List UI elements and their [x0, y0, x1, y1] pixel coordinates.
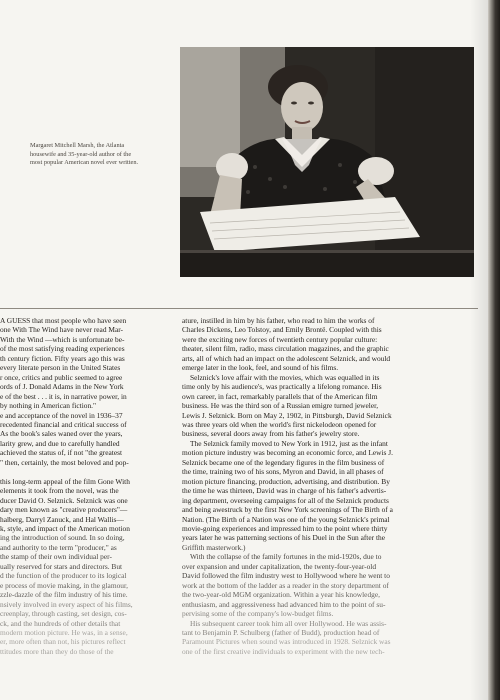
text-line: this long-term appeal of the film Gone With	[0, 476, 130, 486]
text-line: ature, instilled in him by his father, who read to him the works of	[182, 316, 375, 325]
text-line: theater, silent film, radio, mass circulation magazines, and the graphic	[182, 344, 389, 354]
text-line: elements it took from the novel, was the	[0, 486, 119, 496]
caption-line: housewife and 35-year-old author of the	[30, 150, 132, 158]
text-line: ually reserved for stars and directors. But	[0, 561, 123, 571]
text-line: th century fiction. Fifty years ago this was	[0, 353, 125, 363]
text-line: creenplay, through casting, set design, cos-	[0, 609, 127, 619]
text-line: ducer David O. Selznick. Selznick was one	[0, 495, 128, 505]
text-line: every literate person in the United States	[0, 363, 121, 373]
text-line: the time he was thirteen, David was in charge of his father's advertis-	[182, 486, 387, 496]
left-text-column	[0, 316, 172, 656]
text-line: achieved the status of, if not "the greatest	[0, 448, 123, 458]
photo-caption	[30, 142, 172, 168]
text-line: one With The Wind have never read Mar-	[0, 325, 124, 335]
page-gutter-shadow	[470, 0, 490, 700]
text-line: work at the bottom of the ladder as a reader in the story department of	[182, 580, 389, 590]
text-line: modern motion picture. He was, in a sense,	[0, 627, 128, 637]
text-line: zzle-dazzle of the film industry of his time.	[0, 590, 128, 600]
text-line: years later he was patterning sections of his Duel in the Sun after the	[182, 533, 385, 543]
text-line: David followed the film industry west to Hollywood where he went to	[182, 571, 390, 581]
text-line: d the function of the producer to its logical	[0, 571, 127, 581]
text-line: larity grew, and due to carefully handled	[0, 438, 120, 448]
text-line: movie-going experiences and impressed him to the point where thirty	[182, 523, 388, 533]
text-line: own career, in fact, remarkably parallels that of the American film	[182, 391, 378, 401]
text-line: emerge later in the look, feel, and sound of his films.	[182, 363, 339, 373]
text-line: halberg, Darryl Zanuck, and Hal Wallis—	[0, 514, 124, 524]
text-line: the stamp of their own individual per-	[0, 552, 112, 562]
book-spine	[488, 0, 500, 700]
text-line: Nation. (The Birth of a Nation was one of the young Selznick's primal	[182, 514, 390, 524]
right-text-column	[182, 316, 472, 656]
section-divider	[0, 308, 478, 309]
text-line: With the Wind —which is unfortunate be-	[0, 334, 125, 344]
text-line: Charles Dickens, Leo Tolstoy, and Emily Brontë. Coupled with this	[182, 325, 382, 335]
text-line: Griffith masterwork.)	[182, 542, 246, 552]
text-line: ck, and the hundreds of other details that	[0, 618, 121, 628]
text-line: ttitudes more than they do those of the	[0, 646, 114, 656]
text-line: ords of J. Donald Adams in the New York	[0, 382, 124, 392]
text-line	[0, 467, 172, 476]
text-line: and authority to the term "producer," as	[0, 542, 117, 552]
text-line: business, several doors away from his father's jewelry store.	[182, 429, 360, 439]
text-line: arts, all of which had an impact on the adolescent Selznick, and would	[182, 353, 391, 363]
text-line: of the most satisfying reading experiences	[0, 344, 125, 354]
text-line: With the collapse of the family fortunes in the mid-1920s, due to	[190, 552, 382, 562]
text-line: recedented financial and critical success of	[0, 419, 127, 429]
text-line: pervising some of the company's low-budget films.	[182, 609, 334, 619]
text-line: motion picture financing, production, advertising, and distribution. By	[182, 476, 390, 486]
text-line: Selznick's love affair with the movies, which was equalled in its	[190, 372, 380, 382]
text-line: As the book's sales waned over the years,	[0, 429, 123, 439]
text-line: k, style, and impact of the American motion	[0, 523, 130, 533]
portrait-photo	[180, 47, 474, 277]
text-line: time only by his audience's, was practically a lifelong romance. His	[182, 382, 382, 392]
text-line: business. He was the third son of a Russian emigre turned jeweler,	[182, 401, 379, 411]
text-line: over expansion and under capitalization, the twenty-four-year-old	[182, 561, 377, 571]
caption-line: Margaret Mitchell Marsh, the Atlanta	[30, 142, 125, 149]
text-line: dary men known as "creative producers"—	[0, 505, 128, 515]
text-line: The Selznick family moved to New York in 1912, just as the infant	[190, 438, 388, 448]
text-line: His subsequent career took him all over Hollywood. He was assis-	[190, 618, 387, 628]
text-line: nsively involved in every aspect of his films,	[0, 599, 133, 609]
text-line: motion picture industry was becoming an economic force, and Lewis J.	[182, 448, 393, 458]
text-line: ing the introduction of sound. In so doing,	[0, 533, 125, 543]
text-line: Lewis J. Selznick. Born on May 2, 1902, in Pittsburgh, David Selznick	[182, 410, 392, 420]
text-line: A GUESS that most people who have seen	[0, 316, 127, 325]
caption-line: most popular American novel ever written.	[30, 159, 139, 166]
text-line: the two-year-old MGM organization. Within a year his knowledge,	[182, 590, 380, 600]
text-line: Paramount Pictures when sound was introduced in 1928. Selznick was	[182, 637, 391, 647]
text-line: ing department, overseeing campaigns for all of the Selznick products	[182, 495, 389, 505]
text-line: e of the best . . . it is, in narrative power, in	[0, 391, 127, 401]
text-line: " then, certainly, the most beloved and pop-	[0, 457, 129, 467]
text-line: er, more often than not, his pictures reflect	[0, 637, 126, 647]
portrait-illustration	[180, 47, 474, 277]
text-line: by nothing in American fiction."	[0, 401, 96, 411]
text-line: and being awestruck by the first New York screenings of The Birth of a	[182, 505, 393, 515]
text-line: r once, critics and public seemed to agree	[0, 372, 123, 382]
text-line: e and acceptance of the novel in 1936–37	[0, 410, 123, 420]
text-line: was three years old when the world's first nickelodeon opened for	[182, 419, 377, 429]
text-line: enthusiasm, and aggressiveness had advanced him to the point of su-	[182, 599, 386, 609]
text-line: Selznick became one of the legendary figures in the film business of	[182, 457, 385, 467]
text-line: were the exciting new forces of twentieth century popular culture:	[182, 334, 378, 344]
text-line: the time, training two of his sons, Myron and David, in all phases of	[182, 467, 384, 477]
text-line: e process of movie making, in the glamour,	[0, 580, 128, 590]
text-line: tant to Benjamin P. Schulberg (father of Budd), production head of	[182, 627, 380, 637]
text-line: one of the first creative individuals to experiment with the new tech-	[182, 646, 385, 656]
